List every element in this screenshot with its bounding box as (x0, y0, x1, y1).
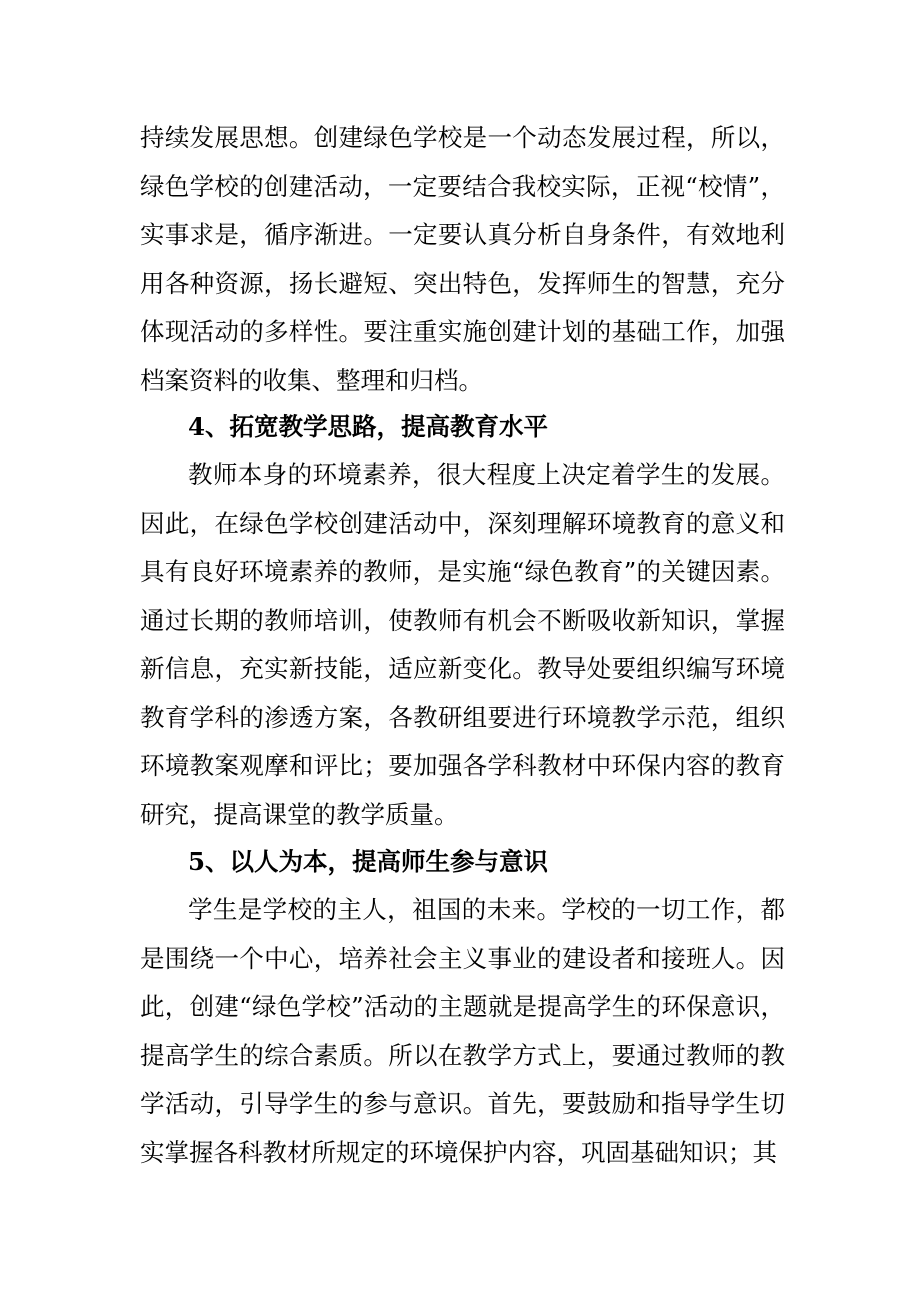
section-heading-5: 5、以人为本，提高师生参与意识 (188, 847, 549, 876)
paragraph-student-participation: 学生是学校的主人，祖国的未来。学校的一切工作，都是围绕一个中心，培养社会主义事业的建设者和接班人。因此，创建“绿色学校”活动的主题就是提高学生的环保意识，提高学生的综合素质。所以在教学方式上，要通过教师的教学活动，引导学生的参与意识。首先，要鼓励和指导学生切实掌握各科教材所规定的环境保护内容，巩固基础知识；其 (140, 895, 785, 1167)
section-heading-4: 4、拓宽教学思路，提高教育水平 (188, 412, 549, 441)
paragraph-teacher-training: 教师本身的环境素养，很大程度上决定着学生的发展。因此，在绿色学校创建活动中，深刻理解环境教育的意义和具有良好环境素养的教师，是实施“绿色教育”的关键因素。通过长期的教师培训，使教师有机会不断吸收新知识，掌握新信息，充实新技能，适应新变化。教导处要组织编写环境教育学科的渗透方案，各教研组要进行环境教学示范，组织环境教案观摩和评比；要加强各学科教材中环保内容的教育研究，提高课堂的教学质量。 (140, 460, 785, 829)
paragraph-continuation: 持续发展思想。创建绿色学校是一个动态发展过程，所以，绿色学校的创建活动，一定要结合我校实际，正视“校情”，实事求是，循序渐进。一定要认真分析自身条件，有效地利用各种资源，扬长避短、突出特色，发挥师生的智慧，充分体现活动的多样性。要注重实施创建计划的基础工作，加强档案资料的收集、整理和归档。 (140, 123, 785, 395)
